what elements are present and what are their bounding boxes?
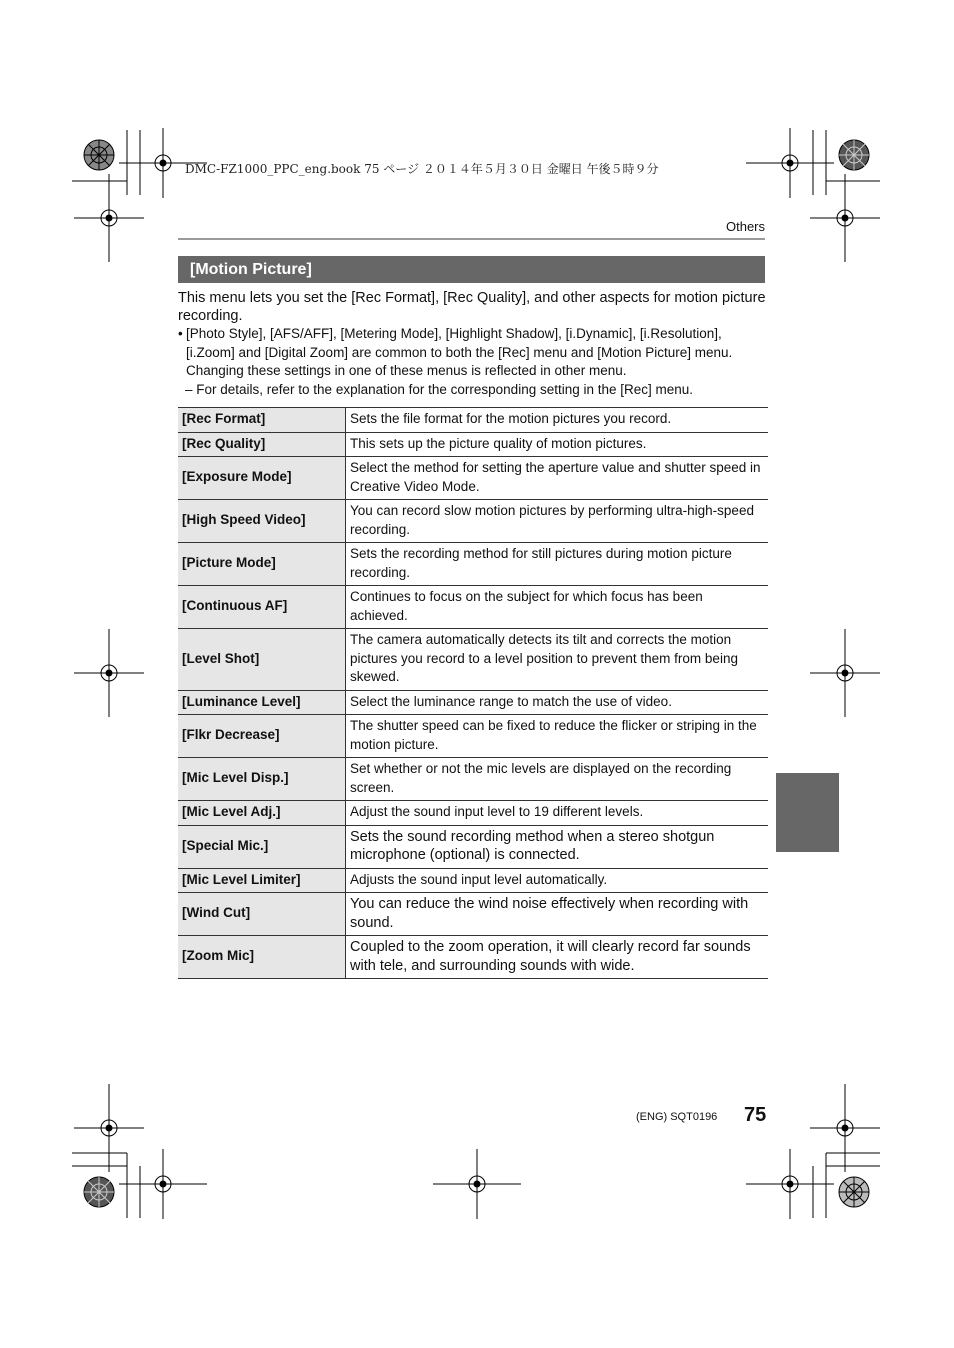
table-row — [178, 408, 768, 433]
section-heading: [Motion Picture] — [178, 256, 765, 283]
menu-item-description: You can reduce the wind noise effectively when recording with sound. — [346, 893, 769, 936]
table-row — [178, 690, 768, 715]
menu-item-name: [Rec Format] — [178, 408, 346, 433]
intro-paragraph: This menu lets you set the [Rec Format], [Rec Quality], and other aspects for motion picture recording. — [178, 290, 766, 324]
menu-item-name: [Luminance Level] — [178, 690, 346, 715]
table-row — [178, 629, 768, 691]
print-header: DMC-FZ1000_PPC_eng.book 75 ページ ２０１４年５月３０日 金曜日 午後５時９分 — [185, 162, 659, 176]
model-code: (ENG) SQT0196 — [636, 1111, 718, 1123]
menu-item-description: Sets the sound recording method when a stereo shotgun microphone (optional) is connected. — [346, 825, 769, 868]
menu-item-description: Select the luminance range to match the use of video. — [346, 690, 769, 715]
table-row — [178, 893, 768, 936]
table-row — [178, 432, 768, 457]
table-row — [178, 825, 768, 868]
menu-item-description: This sets up the picture quality of motion pictures. — [346, 432, 769, 457]
menu-item-name: [Level Shot] — [178, 629, 346, 691]
table-row — [178, 586, 768, 629]
table-row — [178, 457, 768, 500]
page-number: 75 — [744, 1104, 767, 1126]
table-row — [178, 801, 768, 826]
menu-item-description: Sets the file format for the motion pictures you record. — [346, 408, 769, 433]
table-row — [178, 758, 768, 801]
section-label: Others — [725, 219, 765, 234]
menu-item-description: You can record slow motion pictures by performing ultra-high-speed recording. — [346, 500, 769, 543]
menu-item-description: Coupled to the zoom operation, it will clearly record far sounds with tele, and surrounding sounds with wide. — [346, 936, 769, 979]
menu-item-name: [Picture Mode] — [178, 543, 346, 586]
menu-item-name: [Mic Level Disp.] — [178, 758, 346, 801]
table-row — [178, 868, 768, 893]
menu-item-description: Set whether or not the mic levels are displayed on the recording screen. — [346, 758, 769, 801]
menu-item-description: The shutter speed can be fixed to reduce the flicker or striping in the motion picture. — [346, 715, 769, 758]
menu-item-name: [Rec Quality] — [178, 432, 346, 457]
menu-item-name: [Mic Level Adj.] — [178, 801, 346, 826]
table-row — [178, 543, 768, 586]
dash-note: – For details, refer to the explanation for the corresponding setting in the [Rec] menu. — [185, 382, 694, 397]
menu-item-name: [Flkr Decrease] — [178, 715, 346, 758]
menu-item-description: Adjust the sound input level to 19 different levels. — [346, 801, 769, 826]
bullet-note — [178, 325, 768, 381]
menu-item-name: [Wind Cut] — [178, 893, 346, 936]
table-row — [178, 500, 768, 543]
bullet-mark: • — [178, 326, 183, 341]
menu-item-description: The camera automatically detects its tilt and corrects the motion pictures you record to a level position to prevent them from being skewed. — [346, 629, 769, 691]
table-row — [178, 936, 768, 979]
menu-item-description: Sets the recording method for still pictures during motion picture recording. — [346, 543, 769, 586]
menu-item-description: Select the method for setting the aperture value and shutter speed in Creative Video Mode. — [346, 457, 769, 500]
menu-item-name: [Zoom Mic] — [178, 936, 346, 979]
menu-item-description: Continues to focus on the subject for which focus has been achieved. — [346, 586, 769, 629]
menu-item-name: [Mic Level Limiter] — [178, 868, 346, 893]
menu-item-description: Adjusts the sound input level automatically. — [346, 868, 769, 893]
menu-item-name: [Continuous AF] — [178, 586, 346, 629]
header-rule — [178, 238, 765, 240]
menu-item-name: [High Speed Video] — [178, 500, 346, 543]
bullet-text: [Photo Style], [AFS/AFF], [Metering Mode], [Highlight Shadow], [i.Dynamic], [i.Resolution], [i.Zoom] and [Digital Zoom] are common to both the [Rec] menu and [Motion Picture] menu. Changing these settings in one of these menus is reflected in other menu. — [186, 326, 733, 378]
menu-item-name: [Exposure Mode] — [178, 457, 346, 500]
menu-item-name: [Special Mic.] — [178, 825, 346, 868]
chapter-side-tab — [776, 773, 839, 852]
menu-table — [178, 407, 768, 979]
table-row — [178, 715, 768, 758]
